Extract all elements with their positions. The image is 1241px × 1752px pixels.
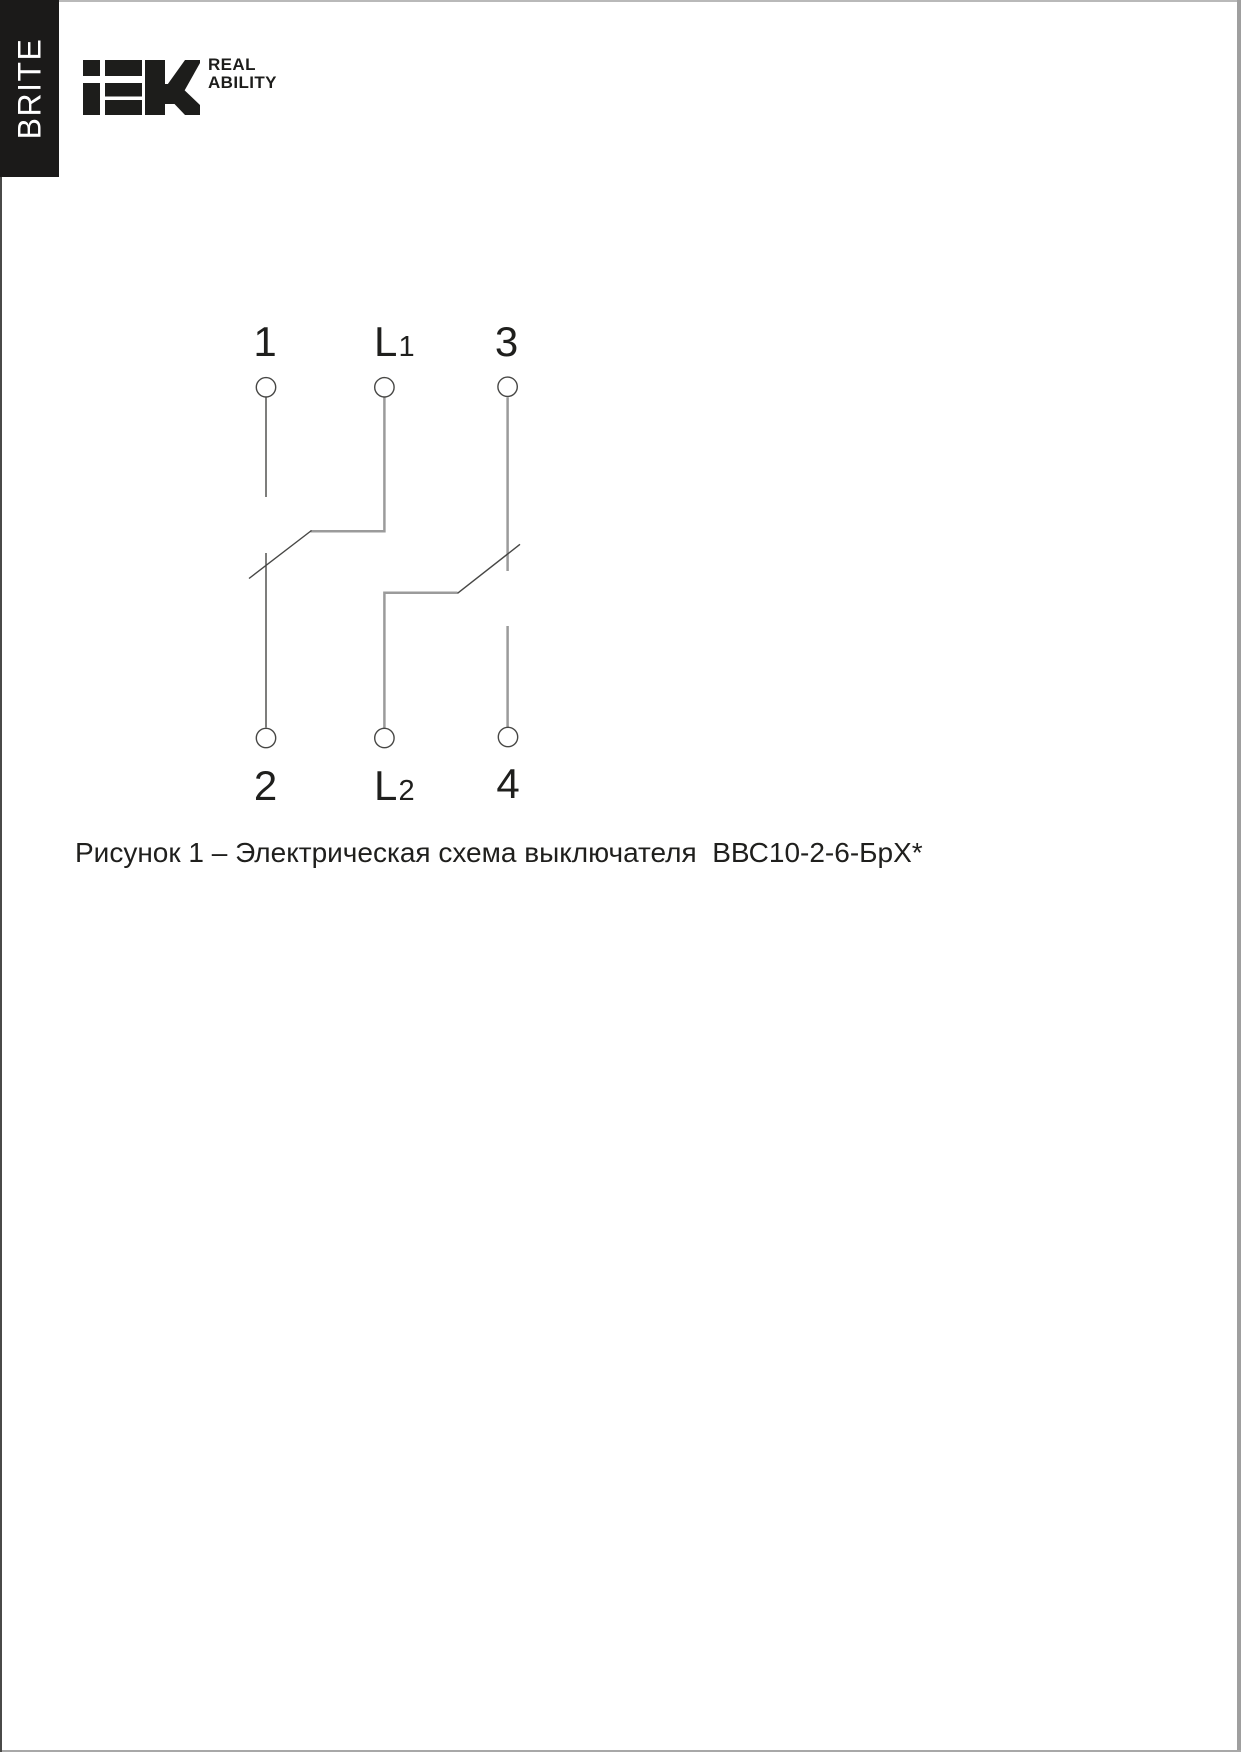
iek-tagline-line2: ABILITY	[208, 73, 277, 92]
terminal-circle-1	[256, 378, 275, 397]
page-edge-right	[1237, 0, 1241, 1752]
terminal-label-3: 3	[494, 318, 519, 365]
brite-series-strip	[0, 0, 59, 177]
wire-l1	[311, 398, 385, 532]
terminal-label-4: 4	[496, 760, 520, 807]
iek-logo-e-bar-mid	[105, 83, 142, 97]
terminal-label-l1-sub: 1	[398, 331, 415, 363]
switch-circuit-diagram	[200, 300, 570, 820]
iek-logo-e-bar-top	[105, 60, 142, 76]
iek-logo-i-dot	[83, 60, 100, 76]
iek-logo-k-stem	[145, 60, 165, 115]
switch-blade-1	[249, 531, 312, 579]
terminal-label-1: 1	[253, 318, 277, 365]
iek-logo-e-bar-bottom	[105, 100, 142, 115]
terminal-circle-3	[498, 377, 517, 396]
terminal-circle-l1	[375, 378, 394, 397]
terminal-circle-l2	[375, 728, 394, 747]
terminal-label-l2: L	[374, 762, 398, 809]
iek-logo-k-lower-arm	[165, 84, 200, 115]
terminal-circle-2	[256, 728, 275, 747]
iek-logo-i-stem	[83, 83, 100, 115]
terminal-label-l2-sub: 2	[398, 775, 415, 807]
terminal-label-2: 2	[253, 762, 278, 809]
wire-l2	[384, 593, 457, 728]
figure-caption: Рисунок 1 – Электрическая схема выключателя ВВС10-2-6-БрХ*	[75, 837, 923, 868]
iek-tagline-line1: REAL	[208, 55, 256, 74]
page-edge-left	[0, 0, 2, 1752]
iek-tagline	[208, 56, 277, 92]
terminal-circle-4	[498, 727, 517, 746]
switch-blade-2	[458, 544, 521, 593]
page-edge-top	[0, 0, 1241, 2]
terminal-label-l1: L	[374, 318, 398, 365]
iek-logo	[83, 58, 200, 115]
brite-series-label: BRITE	[11, 37, 48, 140]
